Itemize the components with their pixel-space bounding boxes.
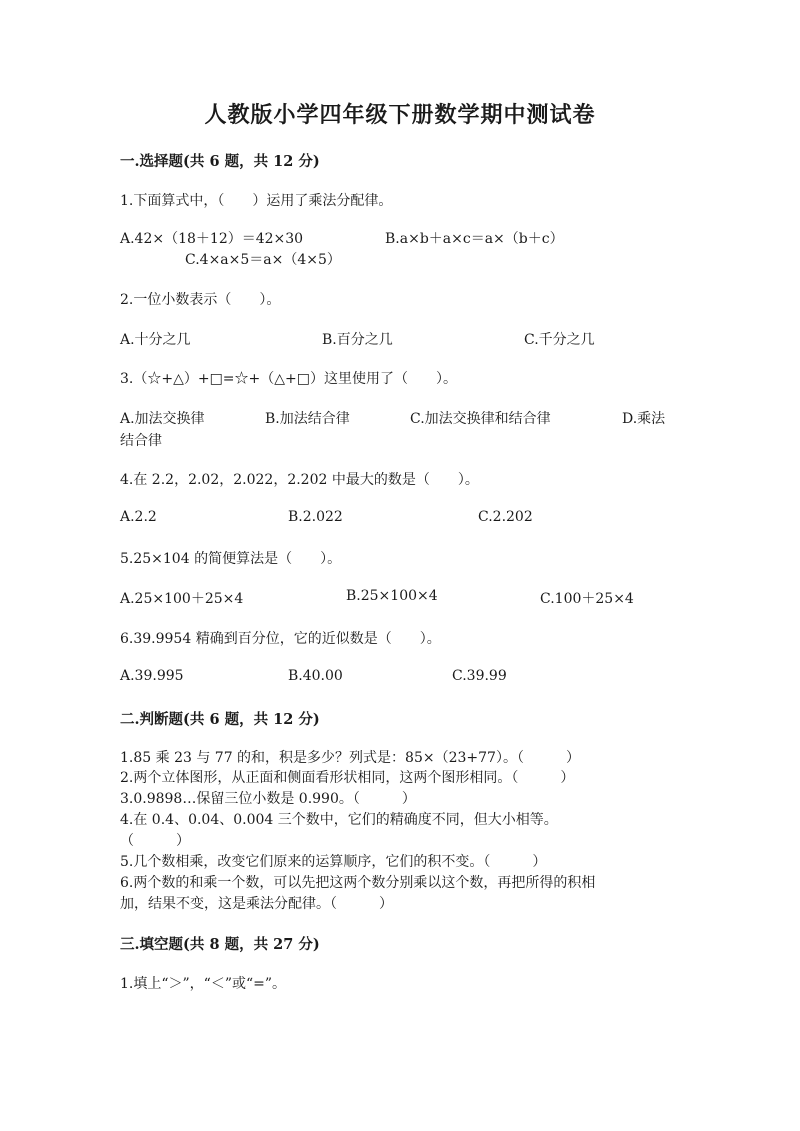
question-stem: 2.一位小数表示（ ）。 — [120, 292, 281, 308]
option-b: B.加法结合律 — [265, 411, 350, 427]
option-a: A.十分之几 — [120, 332, 191, 348]
option-b: B.2.022 — [288, 509, 343, 525]
option-d: D.乘法 — [622, 411, 666, 427]
section-heading-judge: 二.判断题(共 6 题，共 12 分) — [120, 711, 320, 728]
option-c: C.2.202 — [478, 509, 533, 525]
option-a: A.42×（18＋12）＝42×30 — [120, 231, 304, 247]
option-a: A.39.995 — [120, 668, 184, 684]
option-b: B.25×100×4 — [346, 588, 438, 604]
option-b: B.百分之几 — [322, 332, 393, 348]
option-c: C.4×a×5＝a×（4×5） — [185, 252, 341, 268]
option-b: B.a×b＋a×c＝a×（b＋c） — [385, 231, 564, 247]
judge-item: 4.在 0.4、0.04、0.004 三个数中，它们的精确度不同，但大小相等。 — [120, 812, 558, 828]
option-c: C.加法交换律和结合律 — [410, 411, 551, 427]
option-a: A.2.2 — [120, 509, 157, 525]
option-a: A.25×100＋25×4 — [120, 591, 244, 607]
question-stem: 1.下面算式中，（ ）运用了乘法分配律。 — [120, 193, 393, 209]
section-heading-choice: 一.选择题(共 6 题，共 12 分) — [120, 153, 320, 170]
option-b: B.40.00 — [288, 668, 343, 684]
question-stem: 5.25×104 的简便算法是（ ）。 — [120, 551, 342, 567]
page-title: 人教版小学四年级下册数学期中测试卷 — [204, 102, 596, 128]
question-stem: 4.在 2.2，2.02，2.022，2.202 中最大的数是（ ）。 — [120, 472, 479, 488]
option-c: C.千分之几 — [524, 332, 595, 348]
judge-item: 2.两个立体图形，从正面和侧面看形状相同，这两个图形相同。（ ） — [120, 770, 575, 786]
option-c: C.100＋25×4 — [540, 591, 634, 607]
option-c: C.39.99 — [452, 668, 507, 684]
judge-item: 5.几个数相乘，改变它们原来的运算顺序，它们的积不变。（ ） — [120, 854, 547, 870]
judge-item: 3.0.9898…保留三位小数是 0.990。（ ） — [120, 791, 416, 807]
question-stem: 1.填上“＞”，“＜”或“=”。 — [120, 976, 287, 992]
question-stem: 3.（☆+△）+□=☆+（△+□）这里使用了（ ）。 — [120, 371, 457, 387]
option-a: A.加法交换律 — [120, 411, 205, 427]
judge-item: 1.85 乘 23 与 77 的和，积是多少？列式是：85×（23+77）。（ ） — [120, 750, 580, 766]
section-heading-fill: 三.填空题(共 8 题，共 27 分) — [120, 936, 320, 953]
judge-item: 6.两个数的和乘一个数，可以先把这两个数分别乘以这个数，再把所得的积相 — [120, 875, 596, 891]
question-stem: 6.39.9954 精确到百分位，它的近似数是（ ）。 — [120, 631, 441, 647]
judge-item-continued: （ ） — [120, 833, 190, 849]
option-d-continued: 结合律 — [120, 433, 162, 449]
judge-item-continued: 加，结果不变，这是乘法分配律。（ ） — [120, 896, 393, 912]
